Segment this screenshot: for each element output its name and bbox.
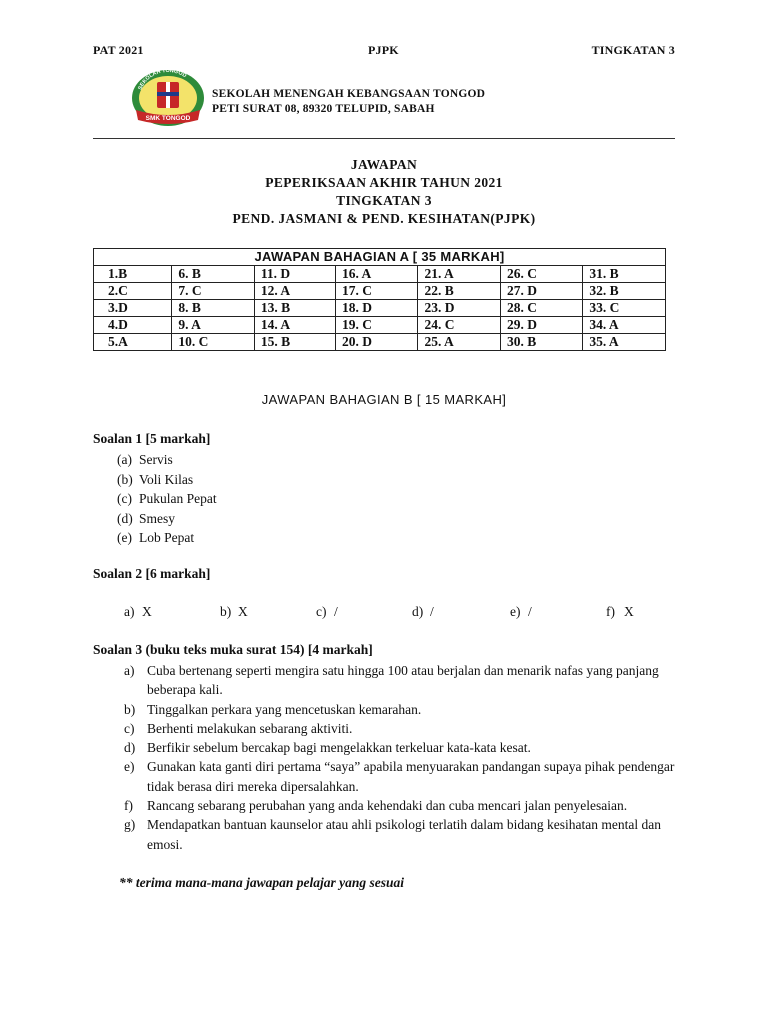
table-cell: 10. C [172, 334, 254, 351]
title-line: JAWAPAN [350, 157, 418, 172]
header-divider [93, 138, 675, 139]
table-cell: 15. B [254, 334, 335, 351]
school-info [212, 87, 485, 117]
table-cell: 9. A [172, 317, 254, 334]
table-cell: 30. B [500, 334, 582, 351]
school-name: SEKOLAH MENENGAH KEBANGSAAN TONGOD [212, 88, 486, 100]
item-label: c) [124, 720, 135, 736]
item-label: b) [124, 701, 136, 717]
table-cell: 17. C [335, 283, 417, 300]
list-item [124, 719, 684, 738]
item-text: Gunakan kata ganti diri pertama “saya” apabila menyuarakan pandangan supaya pihak pendengar tidak berasa diri mereka dipersalahkan. [147, 759, 675, 794]
list-item [124, 815, 684, 854]
table-cell: 31. B [583, 266, 666, 283]
item-text: Berfikir sebelum bercakap bagi mengelakkan terkeluar kata-kata kesat. [147, 740, 531, 756]
item-text: Cuba bertenang seperti mengira satu hingga 100 atau berjalan dan menarik nafas yang panjang beberapa kali. [147, 663, 659, 698]
list-item [412, 604, 434, 620]
list-item [316, 604, 338, 620]
section-b-heading: JAWAPAN BAHAGIAN B [ 15 MARKAH] [261, 392, 507, 407]
table-row [94, 317, 666, 334]
table-cell: 11. D [254, 266, 335, 283]
title-line: TINGKATAN 3 [336, 193, 432, 208]
school-address: PETI SURAT 08, 89320 TELUPID, SABAH [212, 103, 435, 115]
table-cell: 4.D [94, 317, 172, 334]
item-text: Mendapatkan bantuan kaunselor atau ahli psikologi terlatih dalam bidang kesihatan mental dan emosi. [147, 817, 661, 852]
table-cell: 16. A [335, 266, 417, 283]
list-item [124, 604, 152, 620]
item-label: (d) [117, 510, 133, 526]
list-item [117, 470, 217, 490]
school-crest-logo [130, 68, 206, 130]
table-cell: 26. C [500, 266, 582, 283]
item-label: b) [220, 604, 232, 619]
item-label: e) [510, 604, 521, 619]
crest-ribbon-text: SMK TONGOD [145, 115, 191, 122]
item-label: e) [124, 759, 135, 775]
item-text: Voli Kilas [139, 471, 194, 487]
item-text: / [430, 604, 434, 619]
document-titles [93, 156, 675, 228]
table-cell: 3.D [94, 300, 172, 317]
item-label: d) [412, 604, 424, 619]
list-item [124, 661, 684, 700]
item-label: (e) [117, 530, 132, 545]
question-1-answers [117, 450, 217, 548]
item-text: Pukulan Pepat [139, 491, 217, 506]
question-1-heading: Soalan 1 [5 markah] [93, 431, 211, 446]
table-cell: 18. D [335, 300, 417, 317]
table-row [94, 266, 666, 283]
table-cell: 25. A [418, 334, 500, 351]
item-label: f) [124, 798, 133, 814]
table-cell: 33. C [583, 300, 666, 317]
table-row [94, 300, 666, 317]
question-2-heading: Soalan 2 [6 markah] [93, 566, 211, 581]
item-text: / [334, 604, 338, 619]
item-label: c) [316, 604, 327, 619]
table-cell: 35. A [583, 334, 666, 351]
list-item [606, 604, 634, 620]
list-item [117, 489, 217, 509]
list-item [220, 604, 248, 620]
table-cell: 2.C [94, 283, 172, 300]
list-item [124, 700, 684, 719]
table-cell: 23. D [418, 300, 500, 317]
header-exam-label: PAT 2021 [93, 43, 144, 57]
list-item [117, 450, 217, 470]
list-item [117, 528, 217, 548]
table-cell: 24. C [418, 317, 500, 334]
answer-table-header-row [94, 249, 666, 266]
table-cell: 28. C [500, 300, 582, 317]
list-item [124, 757, 684, 796]
item-text: X [142, 604, 152, 619]
table-cell: 19. C [335, 317, 417, 334]
list-item [510, 604, 532, 620]
item-text: Servis [139, 452, 173, 467]
table-cell: 34. A [583, 317, 666, 334]
item-label: (a) [117, 452, 132, 467]
table-cell: 6. B [172, 266, 254, 283]
list-item [124, 738, 684, 757]
list-item [117, 509, 217, 529]
marking-note: ** terima mana-mana jawapan pelajar yang sesuai [119, 875, 405, 890]
table-cell: 12. A [254, 283, 335, 300]
header-form-label: TINGKATAN 3 [591, 43, 675, 57]
table-cell: 13. B [254, 300, 335, 317]
table-cell: 7. C [172, 283, 254, 300]
table-cell: 8. B [172, 300, 254, 317]
table-cell: 22. B [418, 283, 500, 300]
item-label: (b) [117, 471, 133, 487]
table-cell: 1.B [94, 266, 172, 283]
table-cell: 20. D [335, 334, 417, 351]
item-text: / [528, 604, 532, 619]
question-3-answers [124, 661, 684, 854]
title-line: PEND. JASMANI & PEND. KESIHATAN(PJPK) [232, 211, 536, 226]
question-3-heading: Soalan 3 (buku teks muka surat 154) [4 markah] [93, 642, 373, 657]
table-cell: 5.A [94, 334, 172, 351]
item-text: Tinggalkan perkara yang mencetuskan kemarahan. [147, 701, 422, 717]
item-text: X [238, 604, 248, 619]
item-label: d) [124, 740, 136, 756]
item-text: Lob Pepat [139, 530, 195, 545]
table-row [94, 334, 666, 351]
item-label: g) [124, 817, 136, 833]
item-label: a) [124, 663, 135, 678]
item-label: f) [606, 604, 615, 619]
item-text: Smesy [139, 510, 176, 526]
table-cell: 29. D [500, 317, 582, 334]
header-subject-label: PJPK [368, 43, 399, 57]
list-item [124, 796, 684, 815]
item-text: X [624, 604, 634, 619]
table-cell: 32. B [583, 283, 666, 300]
table-cell: 27. D [500, 283, 582, 300]
table-row [94, 283, 666, 300]
title-line: PEPERIKSAAN AKHIR TAHUN 2021 [265, 175, 503, 190]
table-cell: 14. A [254, 317, 335, 334]
crest-arc-text: SEKOLAH TONGOD [137, 68, 188, 91]
table-cell: 21. A [418, 266, 500, 283]
section-a-heading: JAWAPAN BAHAGIAN A [ 35 MARKAH] [94, 249, 666, 266]
item-label: a) [124, 604, 135, 619]
answer-table-section-a [93, 248, 666, 351]
item-text: Rancang sebarang perubahan yang anda kehendaki dan cuba mencari jalan penyelesaian. [147, 798, 628, 814]
item-label: (c) [117, 491, 132, 506]
item-text: Berhenti melakukan sebarang aktiviti. [147, 720, 353, 736]
